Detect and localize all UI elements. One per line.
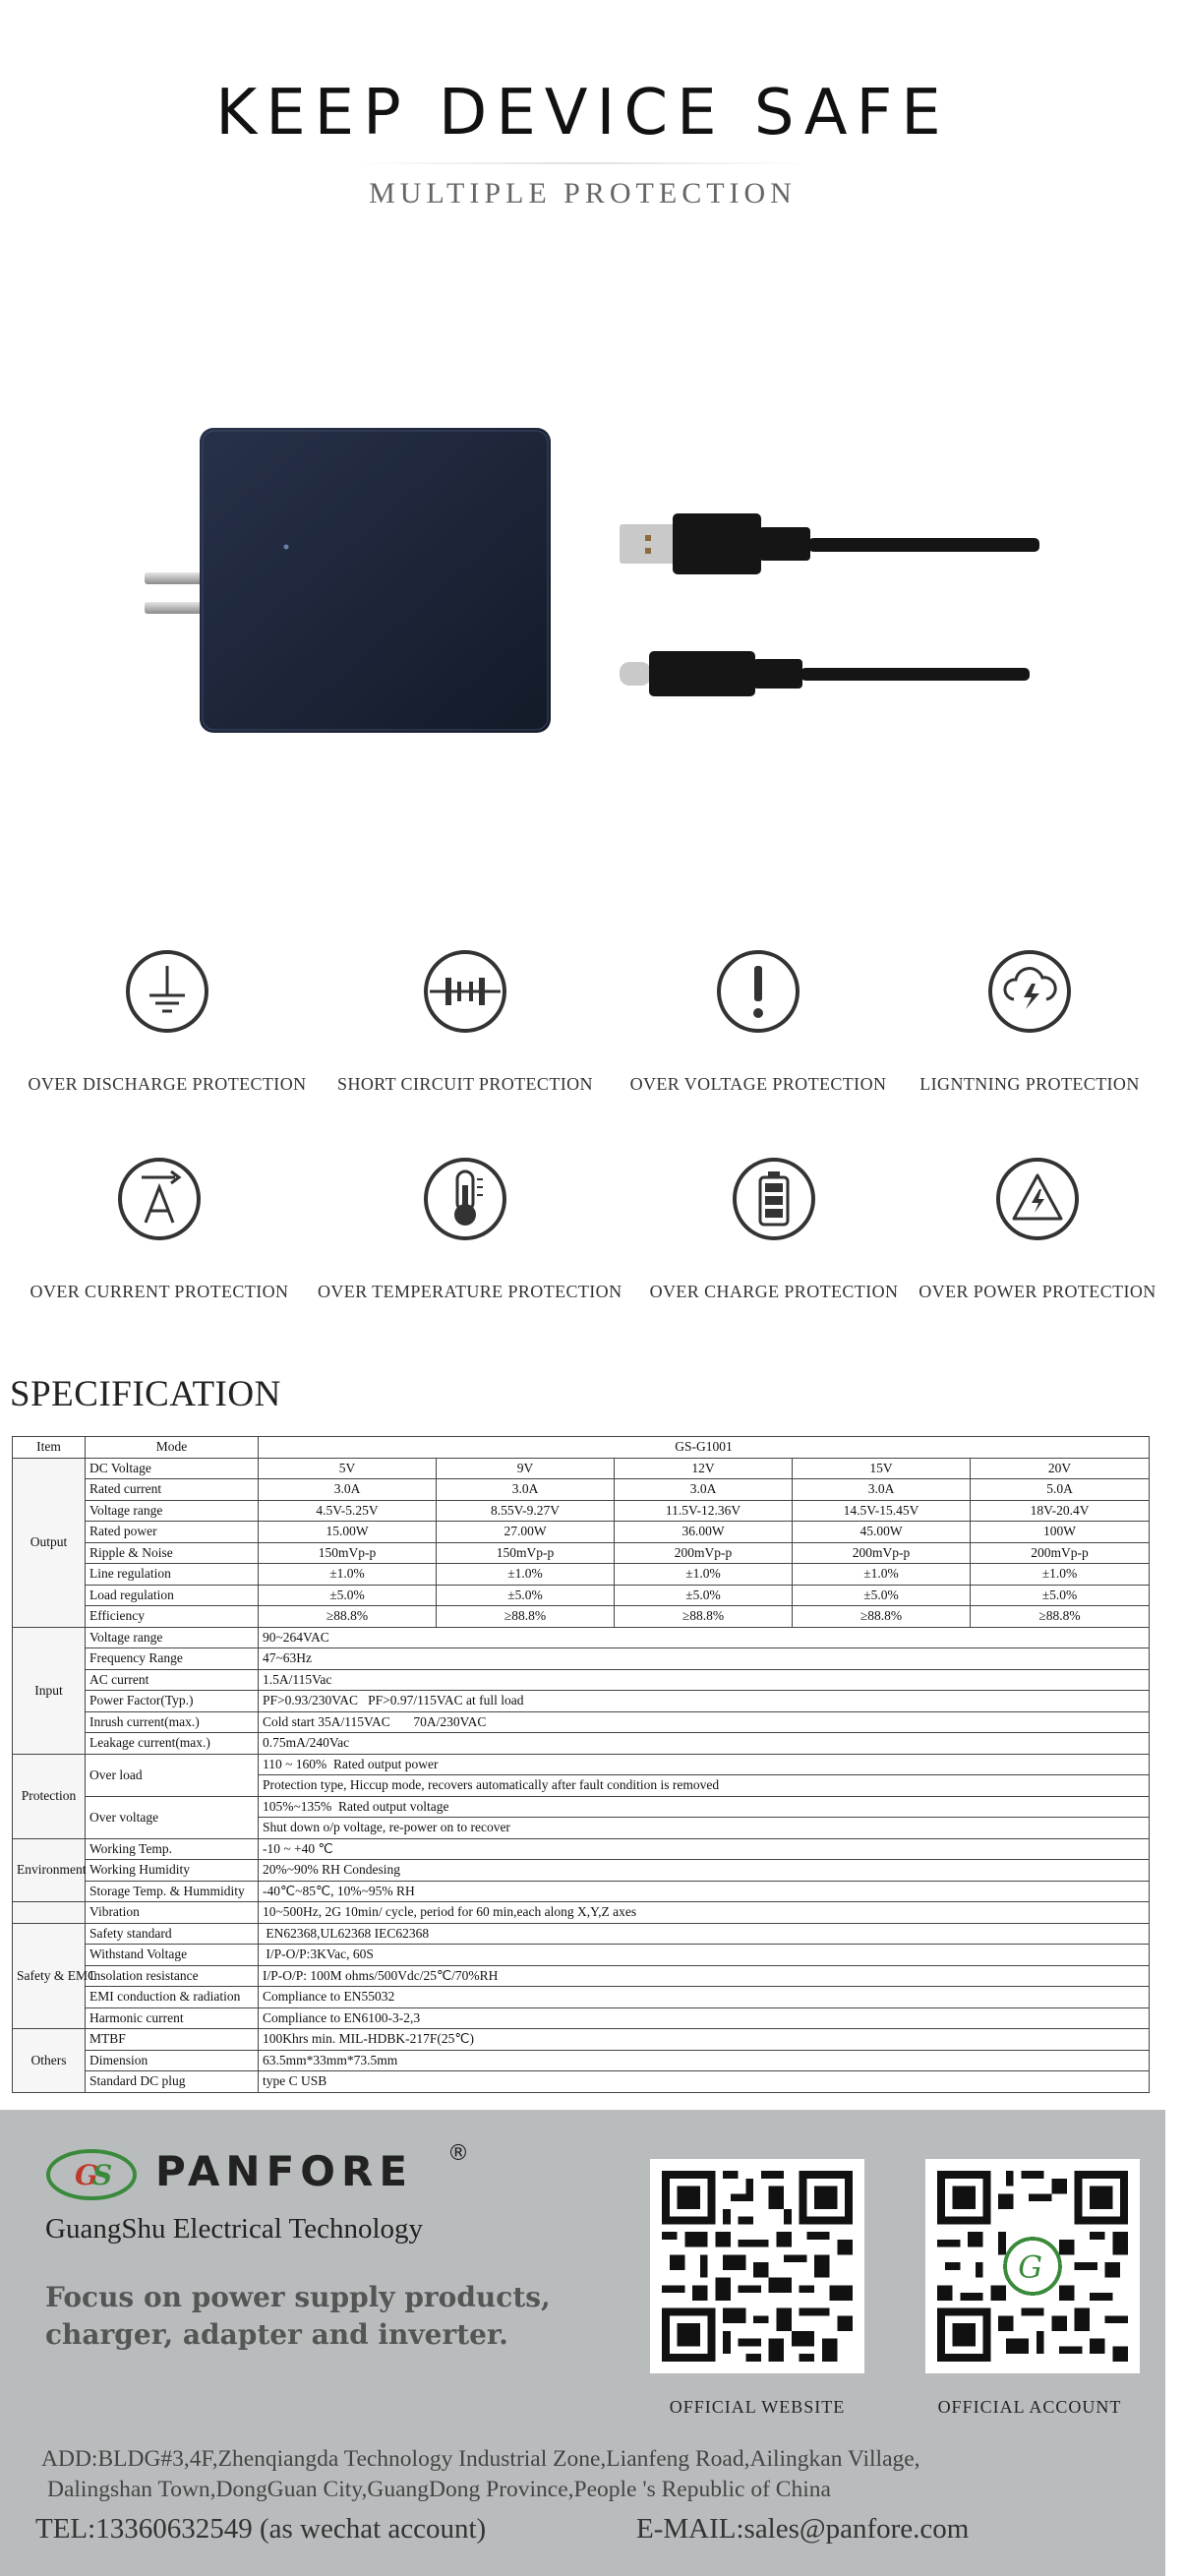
- table-row: [13, 2050, 1150, 2071]
- row-name: Voltage range: [86, 1627, 259, 1648]
- row-name: Storage Temp. & Hummidity: [86, 1881, 259, 1902]
- usb-c-cable: [620, 651, 1030, 696]
- protection-over-temperature: [318, 1156, 622, 1302]
- table-row: [13, 1860, 1150, 1882]
- cell: 36.00W: [615, 1522, 793, 1543]
- row-name: Frequency Range: [86, 1648, 259, 1670]
- table-row: [13, 1627, 1150, 1648]
- hero-divider: [354, 162, 811, 164]
- current-icon: [116, 1156, 203, 1242]
- cell: ±5.0%: [615, 1585, 793, 1606]
- row-name: Rated current: [86, 1479, 259, 1501]
- cell: ±5.0%: [437, 1585, 615, 1606]
- row-name: Voltage range: [86, 1500, 259, 1522]
- group-protection: Protection: [13, 1754, 86, 1838]
- svg-text:G: G: [1018, 2249, 1043, 2286]
- table-row: [13, 1458, 1150, 1479]
- table-row: [13, 1923, 1150, 1945]
- protection-label: LIGNTNING PROTECTION: [919, 1074, 1140, 1094]
- row-name: Safety standard: [86, 1923, 259, 1945]
- table-row: [13, 1838, 1150, 1860]
- row-name: Insolation resistance: [86, 1965, 259, 1987]
- cell: 45.00W: [793, 1522, 971, 1543]
- row-name: MTBF: [86, 2029, 259, 2051]
- row-name: EMI conduction & radiation: [86, 1987, 259, 2008]
- cell: 5.0A: [971, 1479, 1150, 1501]
- row-name: Power Factor(Typ.): [86, 1691, 259, 1712]
- cell: 150mVp-p: [437, 1542, 615, 1564]
- row-name: Ripple & Noise: [86, 1542, 259, 1564]
- cell: 90~264VAC: [259, 1627, 1150, 1648]
- cell: 200mVp-p: [615, 1542, 793, 1564]
- group-safety-emc: Safety & EMC: [13, 1923, 86, 2029]
- qr-code-icon: [937, 2171, 1128, 2362]
- row-name: Dimension: [86, 2050, 259, 2071]
- plug-prongs: [145, 572, 202, 614]
- protection-label: OVER CHARGE PROTECTION: [649, 1282, 899, 1301]
- table-row: [13, 2007, 1150, 2029]
- protection-over-current: [12, 1156, 307, 1302]
- email[interactable]: E-MAIL:sales@panfore.com: [636, 2513, 970, 2545]
- row-name: Standard DC plug: [86, 2071, 259, 2093]
- row-name: Load regulation: [86, 1585, 259, 1606]
- table-row: [13, 1987, 1150, 2008]
- table-row: [13, 1754, 1150, 1775]
- table-row: [13, 1691, 1150, 1712]
- svg-text:S: S: [92, 2159, 113, 2191]
- cell: ±1.0%: [615, 1564, 793, 1586]
- cell: 200mVp-p: [793, 1542, 971, 1564]
- row-name: Working Temp.: [86, 1838, 259, 1860]
- cell: Shut down o/p voltage, re-power on to recover: [259, 1818, 1150, 1839]
- product-image: [0, 393, 1165, 787]
- cell: 110 ~ 160% Rated output power: [259, 1754, 1150, 1775]
- cell: ±1.0%: [259, 1564, 437, 1586]
- protection-label: OVER TEMPERATURE PROTECTION: [318, 1282, 622, 1301]
- qr-code-website[interactable]: [650, 2159, 864, 2373]
- protection-short-circuit: [318, 948, 613, 1095]
- table-row: [13, 1500, 1150, 1522]
- row-name: Over load: [86, 1754, 259, 1796]
- row-name: Vibration: [86, 1902, 259, 1924]
- cell: type C USB: [259, 2071, 1150, 2093]
- short-circuit-icon: [422, 948, 508, 1035]
- cell: Compliance to EN6100-3-2,3: [259, 2007, 1150, 2029]
- protection-over-voltage: [611, 948, 906, 1095]
- hero-subtitle: MULTIPLE PROTECTION: [369, 177, 797, 210]
- protection-label: OVER DISCHARGE PROTECTION: [28, 1074, 307, 1094]
- cell: EN62368,UL62368 IEC62368: [259, 1923, 1150, 1945]
- cell: PF>0.93/230VAC PF>0.97/115VAC at full load: [259, 1691, 1150, 1712]
- footer: [0, 2110, 1165, 2576]
- protection-label: OVER CURRENT PROTECTION: [30, 1282, 289, 1301]
- cell: 4.5V-5.25V: [259, 1500, 437, 1522]
- cell: Protection type, Hiccup mode, recovers automatically after fault condition is removed: [259, 1775, 1150, 1797]
- row-name: AC current: [86, 1669, 259, 1691]
- spec-table: [12, 1436, 1150, 2093]
- company-name: GuangShu Electrical Technology: [45, 2213, 423, 2245]
- thermometer-icon: [422, 1156, 508, 1242]
- cell: ≥88.8%: [259, 1606, 437, 1628]
- row-name: Withstand Voltage: [86, 1945, 259, 1966]
- row-name: Harmonic current: [86, 2007, 259, 2029]
- cell: 9V: [437, 1458, 615, 1479]
- cell: 3.0A: [437, 1479, 615, 1501]
- cell: 105%~135% Rated output voltage: [259, 1796, 1150, 1818]
- row-name: Efficiency: [86, 1606, 259, 1628]
- cell: 10~500Hz, 2G 10min/ cycle, period for 60 min,each along X,Y,Z axes: [259, 1902, 1150, 1924]
- registered-mark: ®: [447, 2141, 469, 2166]
- protection-over-power: [890, 1156, 1185, 1302]
- cell: 100W: [971, 1522, 1150, 1543]
- cell: ±1.0%: [437, 1564, 615, 1586]
- cell: 20V: [971, 1458, 1150, 1479]
- svg-text:G: G: [75, 2159, 98, 2191]
- tagline-line: Focus on power supply products,: [45, 2281, 551, 2313]
- tagline: [45, 2279, 596, 2354]
- cell: -40℃~85℃, 10%~95% RH: [259, 1881, 1150, 1902]
- row-name: DC Voltage: [86, 1458, 259, 1479]
- cell: ≥88.8%: [615, 1606, 793, 1628]
- table-row: [13, 1479, 1150, 1501]
- qr-caption-website: OFFICIAL WEBSITE: [669, 2397, 846, 2417]
- hero-title: KEEP DEVICE SAFE: [215, 77, 950, 150]
- qr-code-account[interactable]: [925, 2159, 1140, 2373]
- table-row: [13, 1585, 1150, 1606]
- protection-label: SHORT CIRCUIT PROTECTION: [337, 1074, 593, 1094]
- cell: 47~63Hz: [259, 1648, 1150, 1670]
- cell: 8.55V-9.27V: [437, 1500, 615, 1522]
- tagline-line: charger, adapter and inverter.: [45, 2318, 508, 2351]
- cell: -10 ~ +40 ℃: [259, 1838, 1150, 1860]
- table-row: [13, 1669, 1150, 1691]
- protection-over-discharge: [20, 948, 315, 1095]
- cell: ≥88.8%: [437, 1606, 615, 1628]
- spec-title: SPECIFICATION: [10, 1374, 281, 1414]
- cell: 100Khrs min. MIL-HDBK-217F(25℃): [259, 2029, 1150, 2051]
- row-name: Leakage current(max.): [86, 1733, 259, 1755]
- group-input: Input: [13, 1627, 86, 1754]
- cell: Cold start 35A/115VAC 70A/230VAC: [259, 1711, 1150, 1733]
- table-row: [13, 2029, 1150, 2051]
- table-row: [13, 1606, 1150, 1628]
- table-row: [13, 1881, 1150, 1902]
- group-environment: Environment: [13, 1838, 86, 1902]
- cell: ±5.0%: [793, 1585, 971, 1606]
- cell: Compliance to EN55032: [259, 1987, 1150, 2008]
- group-output: Output: [13, 1458, 86, 1627]
- brand-name: PANFORE: [155, 2147, 414, 2195]
- table-row: [13, 1564, 1150, 1586]
- cell: ±5.0%: [259, 1585, 437, 1606]
- cell: 15V: [793, 1458, 971, 1479]
- cell: 3.0A: [259, 1479, 437, 1501]
- cell: 20%~90% RH Condesing: [259, 1860, 1150, 1882]
- table-row: [13, 1796, 1150, 1818]
- cell: I/P-O/P:3KVac, 60S: [259, 1945, 1150, 1966]
- cell: ±5.0%: [971, 1585, 1150, 1606]
- protection-label: OVER VOLTAGE PROTECTION: [629, 1074, 887, 1094]
- row-name: Over voltage: [86, 1796, 259, 1838]
- table-row: [13, 1965, 1150, 1987]
- row-name: Inrush current(max.): [86, 1711, 259, 1733]
- cell: 200mVp-p: [971, 1542, 1150, 1564]
- charger-body: [200, 428, 551, 733]
- usb-a-cable: [620, 513, 1039, 574]
- table-row: [13, 1945, 1150, 1966]
- cell: 3.0A: [615, 1479, 793, 1501]
- row-name: Line regulation: [86, 1564, 259, 1586]
- protection-over-charge: [626, 1156, 921, 1302]
- header-mode: Mode: [86, 1437, 259, 1459]
- qr-code-icon: [662, 2171, 853, 2362]
- address-line: Dalingshan Town,DongGuan City,GuangDong Province,People 's Republic of China: [47, 2477, 831, 2502]
- exclamation-icon: [715, 948, 801, 1035]
- header-model: GS-G1001: [259, 1437, 1150, 1459]
- ground-icon: [124, 948, 210, 1035]
- cell: I/P-O/P: 100M ohms/500Vdc/25℃/70%RH: [259, 1965, 1150, 1987]
- cell: 14.5V-15.45V: [793, 1500, 971, 1522]
- cell: 150mVp-p: [259, 1542, 437, 1564]
- header-item: Item: [13, 1437, 86, 1459]
- table-row: [13, 1733, 1150, 1755]
- address-line: ADD:BLDG#3,4F,Zhenqiangda Technology Industrial Zone,Lianfeng Road,Ailingkan Village,: [41, 2446, 920, 2472]
- cell: 3.0A: [793, 1479, 971, 1501]
- row-name: Working Humidity: [86, 1860, 259, 1882]
- cell: ±1.0%: [793, 1564, 971, 1586]
- cell: 5V: [259, 1458, 437, 1479]
- cell: 63.5mm*33mm*73.5mm: [259, 2050, 1150, 2071]
- cell: 27.00W: [437, 1522, 615, 1543]
- lightning-cloud-icon: [986, 948, 1073, 1035]
- cell: 1.5A/115Vac: [259, 1669, 1150, 1691]
- table-row: [13, 1902, 1150, 1924]
- table-row: [13, 1648, 1150, 1670]
- table-row: [13, 1542, 1150, 1564]
- cell: ≥88.8%: [793, 1606, 971, 1628]
- cell: 0.75mA/240Vac: [259, 1733, 1150, 1755]
- warning-icon: [994, 1156, 1081, 1242]
- protection-label: OVER POWER PROTECTION: [918, 1282, 1156, 1301]
- table-row: [13, 2071, 1150, 2093]
- cell: 11.5V-12.36V: [615, 1500, 793, 1522]
- table-row: [13, 1437, 1150, 1459]
- cell: 15.00W: [259, 1522, 437, 1543]
- row-name: Rated power: [86, 1522, 259, 1543]
- protection-lightning: [882, 948, 1177, 1095]
- brand-logo-icon: [45, 2147, 139, 2202]
- cell: 18V-20.4V: [971, 1500, 1150, 1522]
- cell: ≥88.8%: [971, 1606, 1150, 1628]
- cell: ±1.0%: [971, 1564, 1150, 1586]
- telephone[interactable]: TEL:13360632549 (as wechat account): [35, 2513, 487, 2545]
- address: [41, 2444, 1123, 2505]
- cell: 12V: [615, 1458, 793, 1479]
- table-row: [13, 1522, 1150, 1543]
- qr-caption-account: OFFICIAL ACCOUNT: [937, 2397, 1122, 2417]
- battery-icon: [731, 1156, 817, 1242]
- table-row: [13, 1711, 1150, 1733]
- group-others: Others: [13, 2029, 86, 2093]
